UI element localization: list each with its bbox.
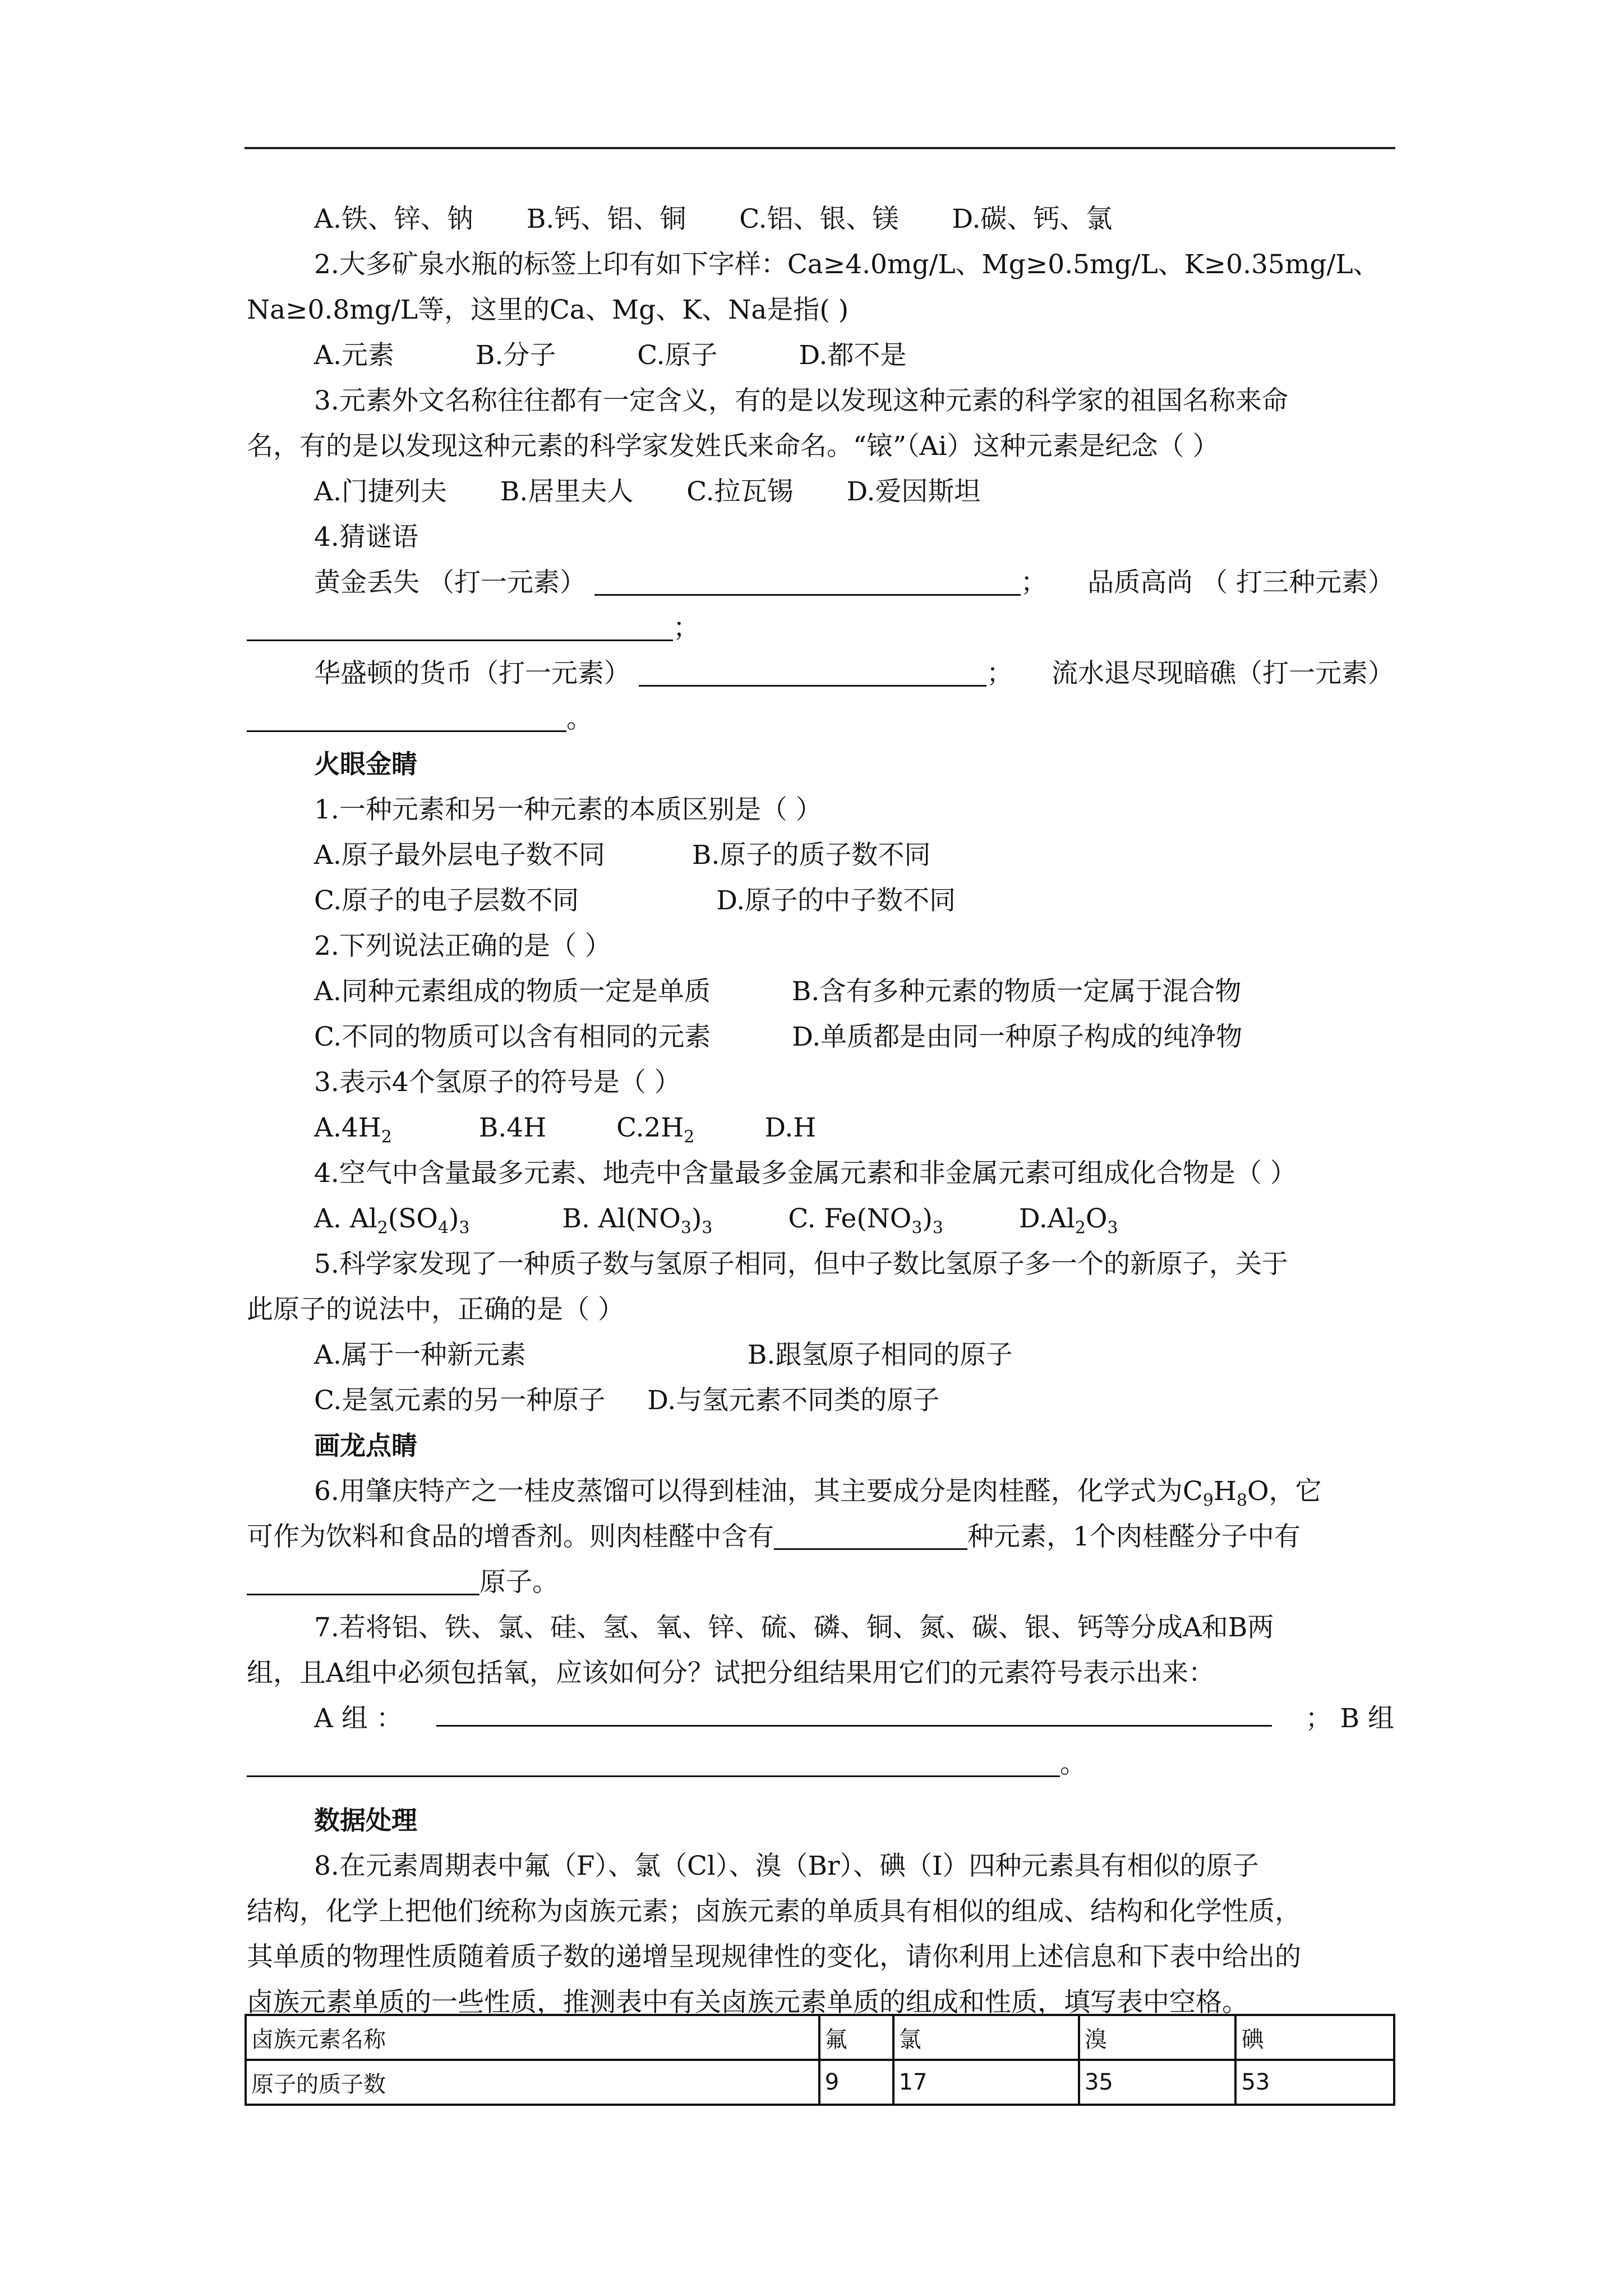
option-c: C.拉瓦锡 (686, 476, 794, 507)
option-c: C.铝、银、镁 (739, 204, 899, 234)
option-a: A.门捷列夫 (314, 476, 447, 507)
q0-options (247, 196, 1394, 242)
group-a-blank[interactable] (436, 1696, 1272, 1727)
option-d: D.都不是 (799, 340, 907, 371)
answer-blank-4[interactable] (247, 701, 566, 732)
option-a: A. $Al_2(SO_4)_3$ (314, 1203, 470, 1238)
section-title-hualongdianjing: 画龙点睛 (314, 1430, 417, 1461)
section-title-huoyanjinjing: 火眼金睛 (314, 749, 417, 779)
option-a: A.同种元素组成的物质一定是单质 (314, 976, 711, 1007)
worksheet-content (247, 196, 1394, 2025)
s3-q8-line2: 结构，化学上把他们统称为卤族元素；卤族元素的单质具有相似的组成、结构和化学性质， (247, 1896, 1301, 1927)
s1-q5-options-ab (247, 1332, 1394, 1378)
q2-options (247, 333, 1394, 378)
table-cell: 9 (819, 2060, 893, 2105)
riddle-3: 华盛顿的货币（打一元素） (314, 658, 630, 689)
s2-q6-line3: 原子。 (247, 1559, 1394, 1605)
riddle-1: 黄金丢失 （打一元素） (314, 567, 586, 598)
riddle-4: 流水退尽现暗礁（打一元素） (1052, 658, 1394, 689)
option-d: D.与氢元素不同类的原子 (647, 1385, 940, 1416)
row-label: 原子的质子数 (246, 2060, 819, 2105)
s2-q7-line1: 7.若将铝、铁、氯、硅、氢、氧、锌、硫、磷、铜、氮、碳、银、钙等分成A和B两 (314, 1612, 1274, 1643)
table-cell: 碘 (1235, 2015, 1394, 2060)
group-b-label: ； B 组 (1305, 1703, 1394, 1734)
option-d: D.爱因斯坦 (846, 476, 981, 507)
s1-q2-options-ab (247, 969, 1394, 1014)
option-b: B.分子 (475, 340, 556, 371)
option-b: B.钙、铝、铜 (526, 204, 686, 234)
q2-line1: 2.大多矿泉水瓶的标签上印有如下字样：Ca≥4.0mg/L、Mg≥0.5mg/L、K≥0.35mg/L、 (314, 249, 1380, 280)
s1-q4-options (247, 1196, 1394, 1241)
option-a: A.原子最外层电子数不同 (314, 840, 605, 871)
s3-q8-line1: 8.在元素周期表中氟（F）、氯（Cl）、溴（Br）、碘（I）四种元素具有相似的原子 (314, 1851, 1259, 1881)
s3-q8-line4: 卤族元素单质的一些性质，推测表中有关卤族元素单质的组成和性质，填写表中空格。 (247, 1987, 1248, 2018)
option-b: B.跟氢原子相同的原子 (747, 1340, 1013, 1370)
q4-title: 4.猜谜语 (314, 522, 418, 553)
option-c: C.不同的物质可以含有相同的元素 (314, 1022, 711, 1052)
option-b: B. $Al(NO_3)_3$ (562, 1203, 713, 1238)
q4-riddle-line2: ； (247, 605, 1394, 651)
table-row (246, 2015, 1394, 2060)
halogen-table (245, 2014, 1395, 2106)
group-b-blank[interactable] (247, 1746, 1060, 1777)
q3-line2: 名，有的是以发现这种元素的科学家发姓氏来命名。“锿”（Ai）这种元素是纪念（ ） (247, 431, 1219, 462)
table-cell: 氟 (819, 2015, 893, 2060)
option-d: D.原子的中子数不同 (716, 885, 956, 916)
q2-line2: Na≥0.8mg/L等，这里的Ca、Mg、K、Na是指( ) (247, 295, 849, 325)
option-d: D.单质都是由同一种原子构成的纯净物 (792, 1022, 1243, 1052)
group-a-label: A 组 ： (314, 1703, 403, 1734)
s1-q2-options-cd (247, 1014, 1394, 1060)
s1-q2-stem: 2.下列说法正确的是（ ） (314, 931, 611, 961)
q4-riddle-line4: 。 (247, 696, 1394, 742)
s2-q7-group-b-line: 。 (247, 1741, 1394, 1787)
atom-count-blank[interactable] (247, 1565, 479, 1595)
option-d: D.碳、钙、氯 (952, 204, 1113, 234)
row-label: 卤族元素名称 (246, 2015, 819, 2060)
option-b: B.4H (478, 1112, 547, 1143)
s2-q6-line1: 6.用肇庆特产之一桂皮蒸馏可以得到桂油，其主要成分是肉桂醛，化学式为$C_9H_8O$，它 (314, 1476, 1322, 1511)
option-b: B.居里夫人 (500, 476, 634, 507)
s1-q1-stem: 1.一种元素和另一种元素的本质区别是（ ） (314, 794, 822, 825)
s3-q8-line3: 其单质的物理性质随着质子数的递增呈现规律性的变化，请你利用上述信息和下表中给出的 (247, 1941, 1301, 1972)
option-c: C.原子的电子层数不同 (314, 885, 579, 916)
option-a: $A.4H_2$ (314, 1112, 392, 1147)
q3-options (247, 469, 1394, 514)
s1-q3-stem: 3.表示4个氢原子的符号是（ ） (314, 1067, 681, 1098)
option-a: A.铁、锌、钠 (314, 204, 473, 234)
option-a: A.元素 (314, 340, 394, 371)
table-cell: 氯 (893, 2015, 1079, 2060)
s2-q7-groups (247, 1696, 1394, 1741)
option-d: $D.Al_2O_3$ (1018, 1203, 1118, 1238)
table-cell: 溴 (1079, 2015, 1236, 2060)
answer-blank-3[interactable] (639, 656, 986, 687)
option-b: B.含有多种元素的物质一定属于混合物 (791, 976, 1242, 1007)
option-d: D.H (764, 1112, 817, 1143)
riddle-2: 品质高尚 （ 打三种元素） (1087, 567, 1394, 598)
option-c: C. $Fe(NO_3)_3$ (788, 1203, 943, 1238)
answer-blank-1[interactable] (594, 565, 1021, 596)
answer-blank-2[interactable] (247, 610, 673, 641)
option-a: A.属于一种新元素 (314, 1340, 526, 1370)
table-cell: 53 (1235, 2060, 1394, 2105)
table-cell: 17 (893, 2060, 1079, 2105)
s2-q7-line2: 组，且A组中必须包括氧，应该如何分？试把分组结果用它们的元素符号表示出来： (247, 1658, 1215, 1688)
q4-riddle-line3: 华盛顿的货币（打一元素） ； 流水退尽现暗礁（打一元素） (247, 651, 1394, 696)
table-cell: 35 (1079, 2060, 1236, 2105)
option-c: C.原子 (637, 340, 718, 371)
option-c: $C.2H_2$ (616, 1112, 695, 1147)
s1-q3-options (247, 1105, 1394, 1151)
header-rule (245, 147, 1395, 149)
q3-line1: 3.元素外文名称往往都有一定含义，有的是以发现这种元素的科学家的祖国名称来命 (314, 385, 1288, 416)
option-c: C.是氢元素的另一种原子 (314, 1385, 606, 1416)
s1-q1-options-cd (247, 878, 1394, 923)
s1-q5-line1: 5.科学家发现了一种质子数与氢原子相同，但中子数比氢原子多一个的新原子，关于 (314, 1249, 1288, 1280)
table-row (246, 2060, 1394, 2105)
s1-q1-options-ab (247, 832, 1394, 878)
s1-q5-line2: 此原子的说法中，正确的是（ ） (247, 1294, 624, 1325)
element-count-blank[interactable] (774, 1519, 967, 1550)
section-title-shujuchuli: 数据处理 (314, 1805, 417, 1835)
option-b: B.原子的质子数不同 (691, 840, 931, 871)
s1-q4-stem: 4.空气中含量最多元素、地壳中含量最多金属元素和非金属元素可组成化合物是（ ） (314, 1158, 1297, 1189)
s1-q5-options-cd (247, 1378, 1394, 1423)
s2-q6-line2: 可作为饮料和食品的增香剂。则肉桂醛中含有 种元素，1个肉桂醛分子中有 (247, 1514, 1394, 1559)
q4-riddle-line1: 黄金丢失 （打一元素） ； 品质高尚 （ 打三种元素） (247, 560, 1394, 605)
